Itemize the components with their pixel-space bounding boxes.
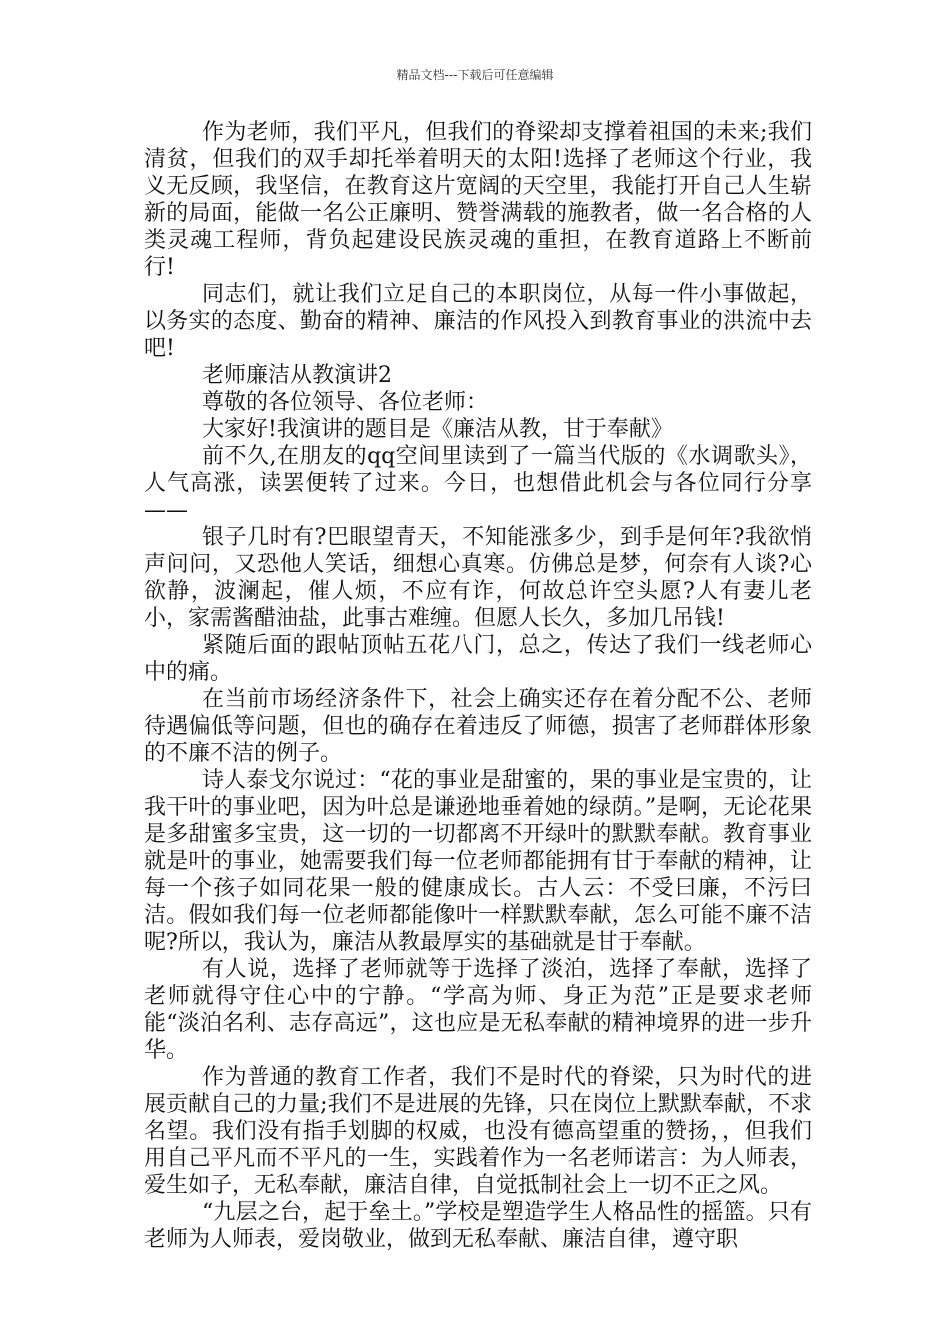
poem-paragraph: 银子几时有?巴眼望青天，不知能涨多少，到手是何年?我欲悄声问问，又恐他人笑话，细想心真寒。仿佛总是梦，何奈有人谈?心欲静，波澜起，催人烦，不应有诈，何故总许空头愿?人有妻儿老小，家需酱醋油盐，此事古难缠。但愿人长久，多加几吊钱! [144,525,812,631]
paragraph: 大家好!我演讲的题目是《廉洁从教，甘于奉献》 [202,417,673,442]
paragraph: 紧随后面的跟帖顶帖五花八门，总之，传达了我们一线老师心中的痛。 [144,633,812,685]
paragraph: 作为普通的教育工作者，我们不是时代的脊梁，只为时代的进展贡献自己的力量;我们不是进展的先锋，只在岗位上默默奉献，不求名望。我们没有指手划脚的权威，也没有德高望重的赞扬，，但我们用自己平凡而不平凡的一生，实践着作为一名老师诺言：为人师表，爱生如子，无私奉献，廉洁自律，自觉抵制社会上一切不正之风。 [144,1065,812,1198]
document-body [144,119,812,1253]
paragraph: 在当前市场经济条件下，社会上确实还存在着分配不公、老师待遇偏低等问题，但也的确存在着违反了师德，损害了老师群体形象的不廉不洁的例子。 [144,687,812,766]
paragraph: 前不久,在朋友的qq空间里读到了一篇当代版的《水调歌头》，人气高涨，读罢便转了过来。今日，也想借此机会与各位同行分享—— [144,444,812,523]
section-title: 老师廉洁从教演讲2 [202,363,392,388]
paragraph: 作为老师，我们平凡，但我们的脊梁却支撑着祖国的未来;我们清贫，但我们的双手却托举着明天的太阳!选择了老师这个行业，我义无反顾，我坚信，在教育这片宽阔的天空里，我能打开自己人生崭新的局面，能做一名公正廉明、赞誉满载的施教者，做一名合格的人类灵魂工程师，背负起建设民族灵魂的重担，在教育道路上不断前行! [144,120,812,280]
paragraph: 有人说，选择了老师就等于选择了淡泊，选择了奉献，选择了老师就得守住心中的宁静。“学高为师、身正为范”正是要求老师能“淡泊名利、志存高远”，这也应是无私奉献的精神境界的进一步升华。 [144,957,812,1063]
page-header: 精品文档---下载后可任意编辑 [396,68,554,82]
salutation: 尊敬的各位领导、各位老师： [202,390,489,415]
paragraph: 诗人泰戈尔说过：“花的事业是甜蜜的，果的事业是宝贵的，让我干叶的事业吧，因为叶总是谦逊地垂着她的绿荫。”是啊，无论花果是多甜蜜多宝贵，这一切的一切都离不开绿叶的默默奉献。教育事业就是叶的事业，她需要我们每一位老师都能拥有甘于奉献的精神，让每一个孩子如同花果一般的健康成长。古人云：不受曰廉，不污曰洁。假如我们每一位老师都能像叶一样默默奉献，怎么可能不廉不洁呢?所以，我认为，廉洁从教最厚实的基础就是甘于奉献。 [144,768,812,955]
paragraph: 同志们，就让我们立足自己的本职岗位，从每一件小事做起，以务实的态度、勤奋的精神、廉洁的作风投入到教育事业的洪流中去吧! [144,282,812,361]
paragraph: “九层之台，起于垒土。”学校是塑造学生人格品性的摇篮。只有老师为人师表，爱岗敬业，做到无私奉献、廉洁自律，遵守职 [144,1200,812,1252]
